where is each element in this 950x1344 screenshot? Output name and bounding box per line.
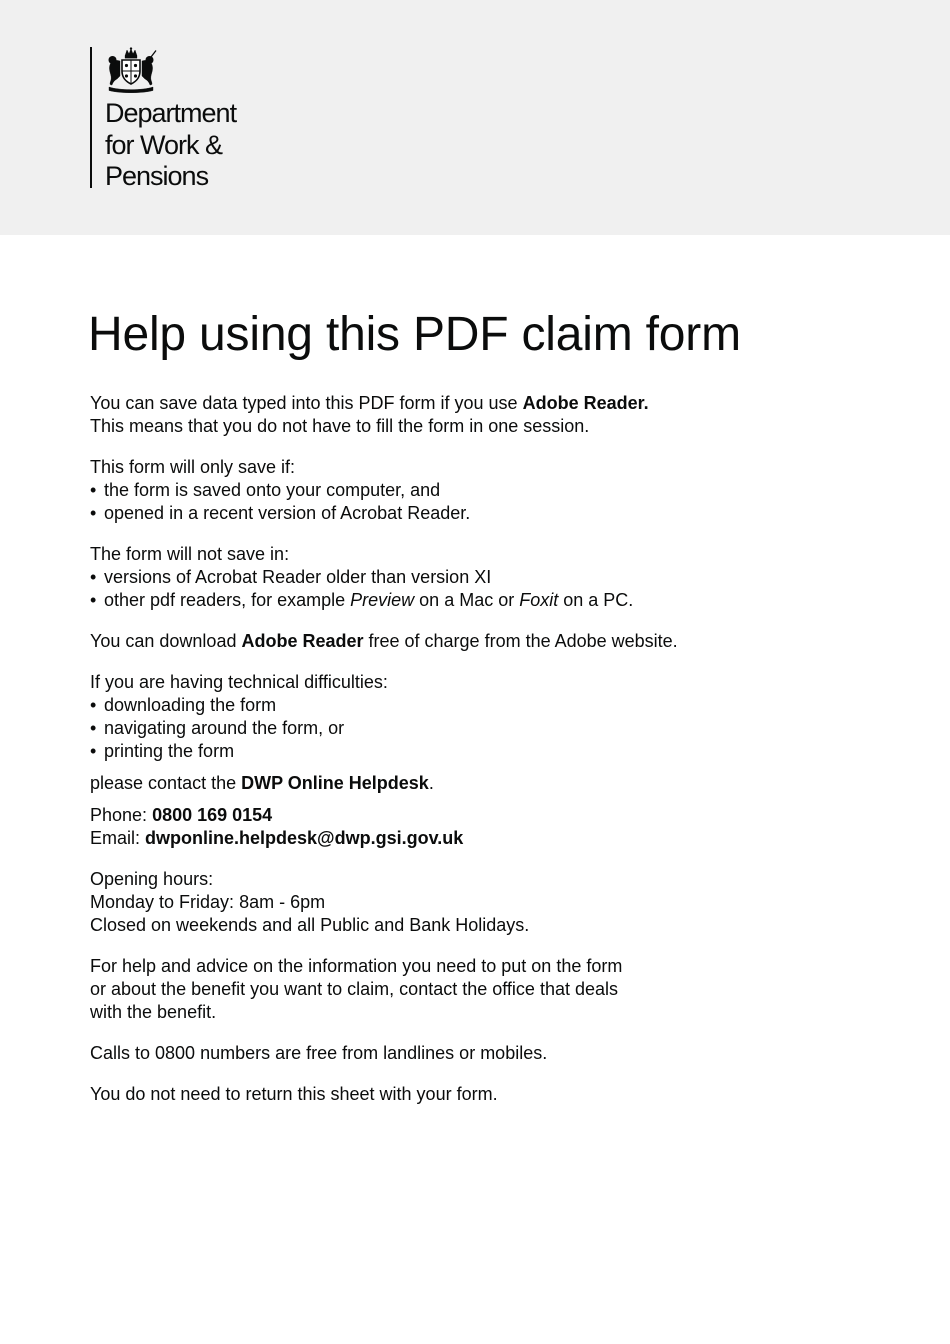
save-if-heading: This form will only save if: (90, 457, 296, 477)
advice-line-1: For help and advice on the information you need to put on the form (90, 956, 623, 976)
download-text: free of charge from the Adobe website. (363, 631, 678, 651)
logo-wordmark (105, 98, 236, 193)
save-if-bullet: • opened in a recent version of Acrobat Reader. (90, 502, 850, 525)
hours-closed: Closed on weekends and all Public and Bank Holidays. (90, 915, 530, 935)
phone-line (90, 804, 850, 827)
royal-coat-of-arms-icon (103, 47, 159, 93)
logo-line-2: for Work & (105, 129, 223, 160)
phone-label: Phone: (90, 805, 153, 825)
download-adobe-reader: Adobe Reader (241, 631, 364, 651)
advice-line-2: or about the benefit you want to claim, contact the office that deals (90, 979, 618, 999)
logo-line-3: Pensions (105, 161, 209, 191)
not-save-text: other pdf readers, for example (104, 590, 351, 610)
header-band (0, 0, 950, 235)
helpdesk-name: DWP Online Helpdesk (241, 773, 429, 793)
logo-line-1: Department (105, 98, 237, 128)
email-address: dwponline.helpdesk@dwp.gsi.gov.uk (145, 828, 464, 848)
contact-text: . (428, 773, 434, 793)
preview-app-name: Preview (350, 590, 415, 610)
hours-heading: Opening hours: (90, 869, 214, 889)
download-paragraph (90, 630, 850, 653)
not-save-text: on a Mac or (414, 590, 520, 610)
not-save-text: on a PC. (558, 590, 634, 610)
advice-line-3: with the benefit. (90, 1002, 217, 1022)
intro-line-1 (90, 392, 850, 415)
difficulties-heading: If you are having technical difficulties: (90, 672, 388, 692)
not-save-bullet (90, 589, 850, 612)
difficulties-bullet: • printing the form (90, 740, 850, 763)
save-if-bullet: • the form is saved onto your computer, and (90, 479, 850, 502)
intro-text: You can save data typed into this PDF form if you use (90, 393, 523, 413)
no-return-note: You do not need to return this sheet with your form. (90, 1084, 498, 1104)
not-save-heading: The form will not save in: (90, 544, 290, 564)
help-content (90, 392, 850, 1106)
phone-number: 0800 169 0154 (152, 805, 273, 825)
page-title: Help using this PDF claim form (88, 308, 741, 361)
difficulties-bullet: • navigating around the form, or (90, 717, 850, 740)
difficulties-bullet: • downloading the form (90, 694, 850, 717)
email-line (90, 827, 850, 850)
not-save-bullet: • versions of Acrobat Reader older than version XI (90, 566, 850, 589)
intro-line-2: This means that you do not have to fill the form in one session. (90, 416, 590, 436)
calls-note: Calls to 0800 numbers are free from landlines or mobiles. (90, 1043, 548, 1063)
foxit-app-name: Foxit (519, 590, 559, 610)
contact-text: please contact the (90, 773, 242, 793)
email-label: Email: (90, 828, 146, 848)
download-text: You can download (90, 631, 242, 651)
intro-adobe-reader: Adobe Reader. (522, 393, 649, 413)
dwp-logo (90, 47, 237, 191)
hours-weekdays: Monday to Friday: 8am - 6pm (90, 892, 326, 912)
contact-helpdesk-line (90, 772, 850, 795)
